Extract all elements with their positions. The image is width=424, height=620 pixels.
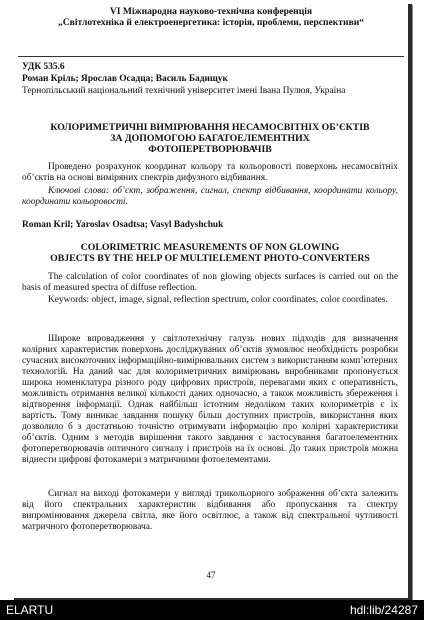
abstract-en: The calculation of color coordinates of non glowing objects surfaces is carried out on the basis of measured spectra of diffuse reflection.	[22, 272, 398, 293]
handle-link[interactable]: hdl:lib/24287	[349, 603, 418, 617]
repository-name[interactable]: ELARTU	[6, 603, 54, 617]
title-en	[22, 242, 398, 264]
header-divider	[18, 56, 404, 57]
keywords-ua: Ключові слова: об’єкт, зображення, сигнал, спектр відбивання, координати кольору, координати кольоровості.	[22, 186, 398, 207]
abstract-ua: Проведено розрахунок координат кольору та кольоровості поверхонь несамосвітніх об’єктів на основі виміряних спектрів дифузного відбивання.	[22, 162, 398, 183]
repository-footer	[0, 600, 424, 620]
title-ua-line: ФОТОПЕРЕТВОРЮВАЧІВ	[148, 144, 272, 155]
conference-header	[14, 6, 408, 28]
affiliation-ua: Тернопільський національний технічний університет імені Івана Пулюя, Україна	[22, 86, 346, 96]
conference-theme: „Світлотехніка й електроенергетика: історія, проблеми, перспективи“	[57, 17, 365, 28]
page-number: 47	[206, 570, 216, 580]
title-ua-line: КОЛОРИМЕТРИЧНІ ВИМІРЮВАННЯ НЕСАМОСВІТНІХ ОБ’ЄКТІВ	[50, 122, 370, 133]
conference-name: VI Міжнародна науково-технічна конференція	[109, 6, 313, 17]
title-en-line: COLORIMETRIC MEASUREMENTS OF NON GLOWING	[80, 242, 340, 253]
authors-ua: Роман Кріль; Ярослав Осадца; Василь Бадищук	[22, 74, 228, 84]
paper-page	[14, 4, 412, 602]
title-ua-line: ЗА ДОПОМОГОЮ БАГАТОЕЛЕМЕНТНИХ	[110, 133, 310, 144]
body-paragraph-2: Сигнал на виході фотокамери у вигляді трикольорного зображення об’єкта залежить від його спектральних характеристик відбивання або пропускання та спектру випромінювання джерела світла, яке його освітлює, а також від спектральної чутливості матричного фотоперетворювача.	[22, 489, 398, 532]
keywords-en: Keywords: object, image, signal, reflection spectrum, color coordinates, color coordinates.	[48, 295, 388, 305]
title-ua	[22, 122, 398, 155]
title-en-line: OBJECTS BY THE HELP OF MULTIELEMENT PHOTO-CONVERTERS	[50, 253, 370, 264]
authors-en: Roman Kril; Yaroslav Osadtsa; Vasyl Badyshchuk	[22, 220, 224, 230]
body-paragraph-1: Широке впровадження у світлотехнічну галузь нових підходів для визначення колірних характеристик поверхонь досліджуваних об’єктів зумовлює необхідність розробки сучасних високоточних інформаційно-вимірювальних систем з використанням комп’ютерних технологій. На даний час для колориметричних вимірювань виробниками пропонується широка номенклатура різного роду цифрових пристроїв, перевагами яких є оперативність, можливість отримання великої кількості даних одночасно, а також можливість збереження і відтворення інформації. Однак найбільш істотним недоліком таких колориметрів є їх вартість. Тому виникає завдання пошуку більш доступних пристроїв, використання яких дозволило б з достатньою точністю отримувати інформацію про колірні характеристики об’єктів. Одним з методів вирішення такого завдання є застосування багатоелементних фотоперетворювачів оптичного сигналу і пристроїв на їх основі. До таких пристроїв можна віднести цифрові фотокамери з матричними фотоелементами.	[22, 334, 398, 465]
udk-code: УДК 535.6	[22, 62, 65, 72]
